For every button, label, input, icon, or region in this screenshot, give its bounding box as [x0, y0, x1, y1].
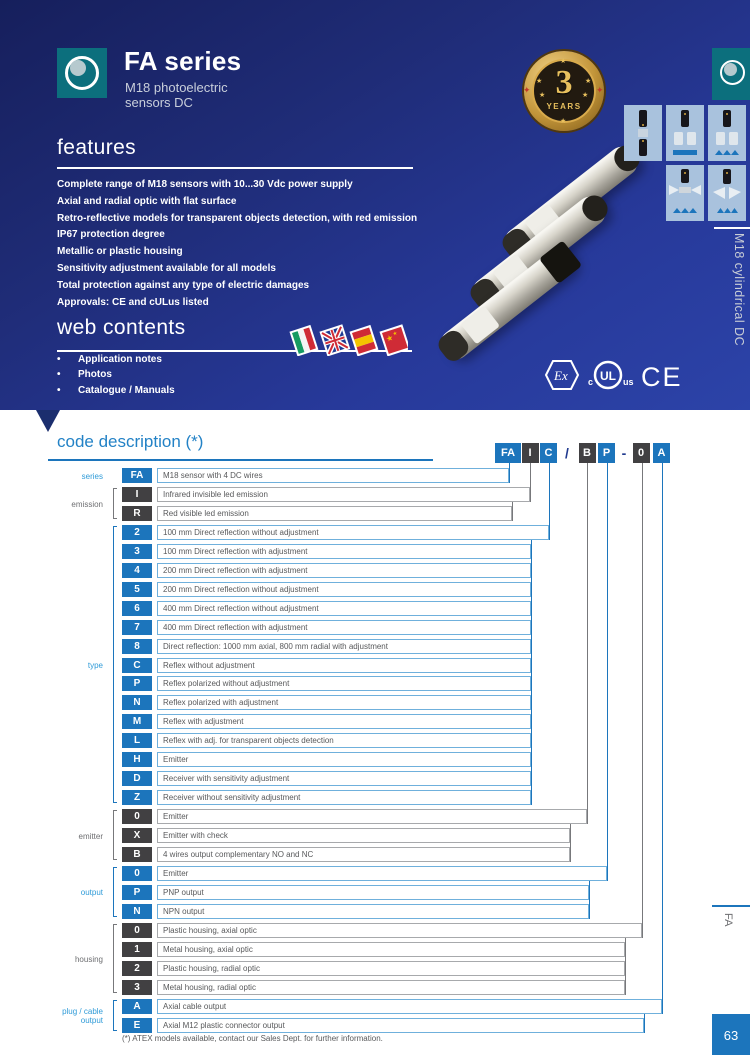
- brand-logo-dot-icon: [724, 63, 737, 76]
- certifications: [538, 354, 688, 396]
- code-connector-line: [589, 881, 590, 919]
- svg-text:Ex: Ex: [554, 368, 568, 383]
- code-description-cell: 200 mm Direct reflection without adjustment: [157, 582, 531, 597]
- svg-text:CE: CE: [641, 362, 683, 392]
- retroreflective-icon: [666, 105, 704, 161]
- code-description-cell: 400 mm Direct reflection with adjustment: [157, 620, 531, 635]
- code-example-char: I: [522, 443, 539, 463]
- code-letter-cell: FA: [122, 468, 152, 483]
- badge-star-icon: ★: [585, 78, 592, 85]
- bullet-icon: •: [57, 369, 61, 381]
- cul-us-icon: [588, 362, 634, 388]
- code-example-char: B: [579, 443, 596, 463]
- feature-item: Metallic or plastic housing: [57, 246, 183, 258]
- code-example-char: A: [653, 443, 670, 463]
- code-connector-line: [587, 463, 588, 824]
- brand-logo: [57, 48, 107, 98]
- pictogram-retroreflective: [666, 105, 704, 161]
- group-label-type: type: [87, 661, 103, 670]
- code-connector-line: [530, 463, 531, 502]
- code-description-underline: [48, 459, 433, 461]
- code-description-cell: 4 wires output complementary NO and NC: [157, 847, 570, 862]
- code-letter-cell: 5: [122, 582, 152, 597]
- code-letter-cell: 6: [122, 601, 152, 616]
- code-letter-cell: Z: [122, 790, 152, 805]
- code-letter-cell: 7: [122, 620, 152, 635]
- feature-item: Total protection against any type of electric damages: [57, 279, 310, 291]
- features-list: [57, 177, 477, 311]
- code-connector-line: [642, 463, 643, 938]
- brand-logo-dot-icon: [70, 60, 86, 76]
- svg-text:★: ★: [392, 330, 399, 338]
- code-letter-cell: 2: [122, 961, 152, 976]
- header-band: [0, 0, 750, 410]
- group-label-housing: housing: [74, 954, 103, 964]
- warranty-years-number: 3: [555, 64, 573, 101]
- code-letter-cell: L: [122, 733, 152, 748]
- diffuse-icon: [708, 105, 746, 161]
- group-label-output: output: [80, 888, 103, 898]
- web-contents-list: [57, 352, 357, 398]
- group-label-emission: emission: [71, 499, 103, 509]
- group-bracket: [113, 924, 117, 993]
- code-letter-cell: P: [122, 885, 152, 900]
- code-connector-line: [512, 502, 513, 521]
- page-title: FA series: [124, 46, 242, 76]
- page-subtitle: [125, 80, 228, 110]
- badge-star-icon: ★: [536, 78, 543, 85]
- atex-ex-icon: [546, 361, 578, 389]
- code-letter-cell: 3: [122, 980, 152, 995]
- language-flags: [288, 316, 408, 356]
- group-bracket: [113, 867, 117, 917]
- group-bracket: [113, 810, 117, 860]
- code-description-cell: Plastic housing, radial optic: [157, 961, 625, 976]
- code-example-char: 0: [633, 443, 650, 463]
- section-marker-triangle-icon: [36, 410, 60, 432]
- code-letter-cell: 0: [122, 866, 152, 881]
- code-example-char: -: [621, 445, 627, 461]
- code-description-cell: Emitter: [157, 752, 531, 767]
- code-description-cell: Plastic housing, axial optic: [157, 923, 642, 938]
- code-description-cell: Emitter with check: [157, 828, 570, 843]
- code-connector-line: [625, 938, 626, 995]
- code-description-cell: Reflex without adjustment: [157, 658, 531, 673]
- web-contents-item-label: Photos: [78, 369, 112, 381]
- code-description-cell: Receiver with sensitivity adjustment: [157, 771, 531, 786]
- feature-item: Axial and radial optic with flat surface: [57, 195, 237, 207]
- code-example-char: C: [540, 443, 557, 463]
- code-description-cell: Reflex with adj. for transparent objects detection: [157, 733, 531, 748]
- svg-text:c: c: [588, 377, 594, 387]
- code-letter-cell: R: [122, 506, 152, 521]
- web-contents-item: [57, 383, 357, 398]
- badge-star-icon: ★: [560, 118, 567, 125]
- family-vertical-label: M18 cylindrical DC: [732, 233, 746, 347]
- code-description-cell: M18 sensor with 4 DC wires: [157, 468, 509, 483]
- web-contents-heading: web contents: [57, 316, 186, 339]
- code-letter-cell: M: [122, 714, 152, 729]
- code-letter-cell: 4: [122, 563, 152, 578]
- code-connector-line: [509, 463, 510, 483]
- svg-text:us: us: [623, 377, 634, 387]
- group-label-plug-cable-output: plug / cable output: [62, 1006, 103, 1025]
- code-letter-cell: H: [122, 752, 152, 767]
- svg-text:UL: UL: [600, 369, 616, 383]
- code-description-cell: Axial M12 plastic connector output: [157, 1018, 644, 1033]
- code-description-cell: Red visible led emission: [157, 506, 512, 521]
- code-connector-line: [570, 824, 571, 862]
- web-contents-item-label: Application notes: [78, 354, 162, 365]
- pictogram-reflex-radial: [666, 165, 704, 221]
- through-beam-icon: [624, 105, 662, 161]
- badge-star-icon: ★: [539, 92, 546, 99]
- group-bracket: [113, 526, 117, 803]
- feature-item: Sensitivity adjustment available for all models: [57, 262, 276, 274]
- web-contents-item-label: Catalogue / Manuals: [78, 384, 175, 396]
- code-letter-cell: N: [122, 904, 152, 919]
- badge-star-icon: ★: [582, 92, 589, 99]
- code-letter-cell: D: [122, 771, 152, 786]
- code-letter-cell: 2: [122, 525, 152, 540]
- feature-item: IP67 protection degree: [57, 229, 165, 241]
- pictogram-polarized: [708, 165, 746, 221]
- ce-mark-icon: [641, 362, 683, 392]
- warranty-years-label: YEARS: [546, 102, 582, 111]
- badge-accent-icon: ✦: [523, 85, 531, 95]
- feature-item: Retro-reflective models for transparent objects detection, with red emission: [57, 212, 418, 224]
- pictogram-diffuse: [708, 105, 746, 161]
- code-description-cell: Emitter: [157, 866, 607, 881]
- code-description-cell: 100 mm Direct reflection with adjustment: [157, 544, 531, 559]
- group-bracket: [113, 488, 117, 519]
- flag-spain-icon: [349, 325, 378, 356]
- features-heading: features: [57, 136, 137, 159]
- feature-item: Approvals: CE and cULus listed: [57, 296, 209, 308]
- code-description-cell: Metal housing, axial optic: [157, 942, 625, 957]
- code-letter-cell: 3: [122, 544, 152, 559]
- code-example-char: /: [565, 445, 569, 461]
- code-letter-cell: A: [122, 999, 152, 1014]
- flag-china-icon: [379, 324, 408, 356]
- group-label-series: series: [81, 471, 103, 481]
- code-letter-cell: N: [122, 695, 152, 710]
- badge-accent-icon: ✦: [596, 85, 604, 95]
- code-description-cell: Direct reflection: 1000 mm axial, 800 mm radial with adjustment: [157, 639, 531, 654]
- page-subtitle-line2: sensors DC: [125, 95, 193, 110]
- code-description-heading: code description (*): [57, 432, 204, 451]
- code-description-cell: Reflex polarized with adjustment: [157, 695, 531, 710]
- code-example-char: P: [598, 443, 615, 463]
- corner-brand-logo: [712, 48, 750, 100]
- features-underline: [57, 167, 413, 169]
- code-letter-cell: C: [122, 658, 152, 673]
- code-description-cell: Reflex polarized without adjustment: [157, 676, 531, 691]
- code-connector-line: [662, 463, 663, 1014]
- reflex-radial-icon: [666, 165, 704, 221]
- code-description-cell: Metal housing, radial optic: [157, 980, 625, 995]
- code-letter-cell: P: [122, 676, 152, 691]
- code-description-cell: 100 mm Direct reflection without adjustment: [157, 525, 549, 540]
- code-description-cell: 400 mm Direct reflection without adjustment: [157, 601, 531, 616]
- page-number: 63: [712, 1014, 750, 1055]
- code-description-cell: Infrared invisible led emission: [157, 487, 530, 502]
- code-letter-cell: E: [122, 1018, 152, 1033]
- code-letter-cell: B: [122, 847, 152, 862]
- code-connector-line: [531, 540, 532, 805]
- code-connector-line: [549, 463, 550, 540]
- page-subtitle-line1: M18 photoelectric: [125, 80, 228, 95]
- svg-text:★: ★: [384, 333, 395, 344]
- bullet-icon: •: [57, 354, 61, 365]
- side-tab-divider: [712, 905, 750, 907]
- code-description-cell: Emitter: [157, 809, 587, 824]
- code-letter-cell: 1: [122, 942, 152, 957]
- side-tab-label: FA: [722, 913, 734, 927]
- code-connector-line: [607, 463, 608, 881]
- web-contents-item: [57, 367, 357, 382]
- footnote: (*) ATEX models available, contact our Sales Dept. for further information.: [122, 1034, 383, 1043]
- code-description-cell: Receiver without sensitivity adjustment: [157, 790, 531, 805]
- code-letter-cell: I: [122, 487, 152, 502]
- code-letter-cell: 8: [122, 639, 152, 654]
- code-description-cell: PNP output: [157, 885, 589, 900]
- code-description-cell: Reflex with adjustment: [157, 714, 531, 729]
- badge-star-icon: ★: [560, 58, 567, 65]
- code-letter-cell: X: [122, 828, 152, 843]
- code-letter-cell: 0: [122, 923, 152, 938]
- code-description-cell: NPN output: [157, 904, 589, 919]
- flag-italy-icon: [289, 325, 318, 356]
- pictogram-through-beam: [624, 105, 662, 161]
- code-connector-line: [644, 1014, 645, 1033]
- code-description-cell: 200 mm Direct reflection with adjustment: [157, 563, 531, 578]
- feature-item: Complete range of M18 sensors with 10...30 Vdc power supply: [57, 179, 353, 190]
- group-bracket: [113, 1000, 117, 1031]
- flag-uk-icon: [319, 324, 350, 356]
- code-description-cell: Axial cable output: [157, 999, 662, 1014]
- code-example-char: FA: [495, 443, 521, 463]
- polarized-icon: [708, 165, 746, 221]
- warranty-badge: [524, 51, 604, 131]
- code-letter-cell: 0: [122, 809, 152, 824]
- bullet-icon: •: [57, 384, 61, 396]
- group-label-emitter: emitter: [78, 831, 103, 841]
- sidebar-divider: [714, 227, 750, 229]
